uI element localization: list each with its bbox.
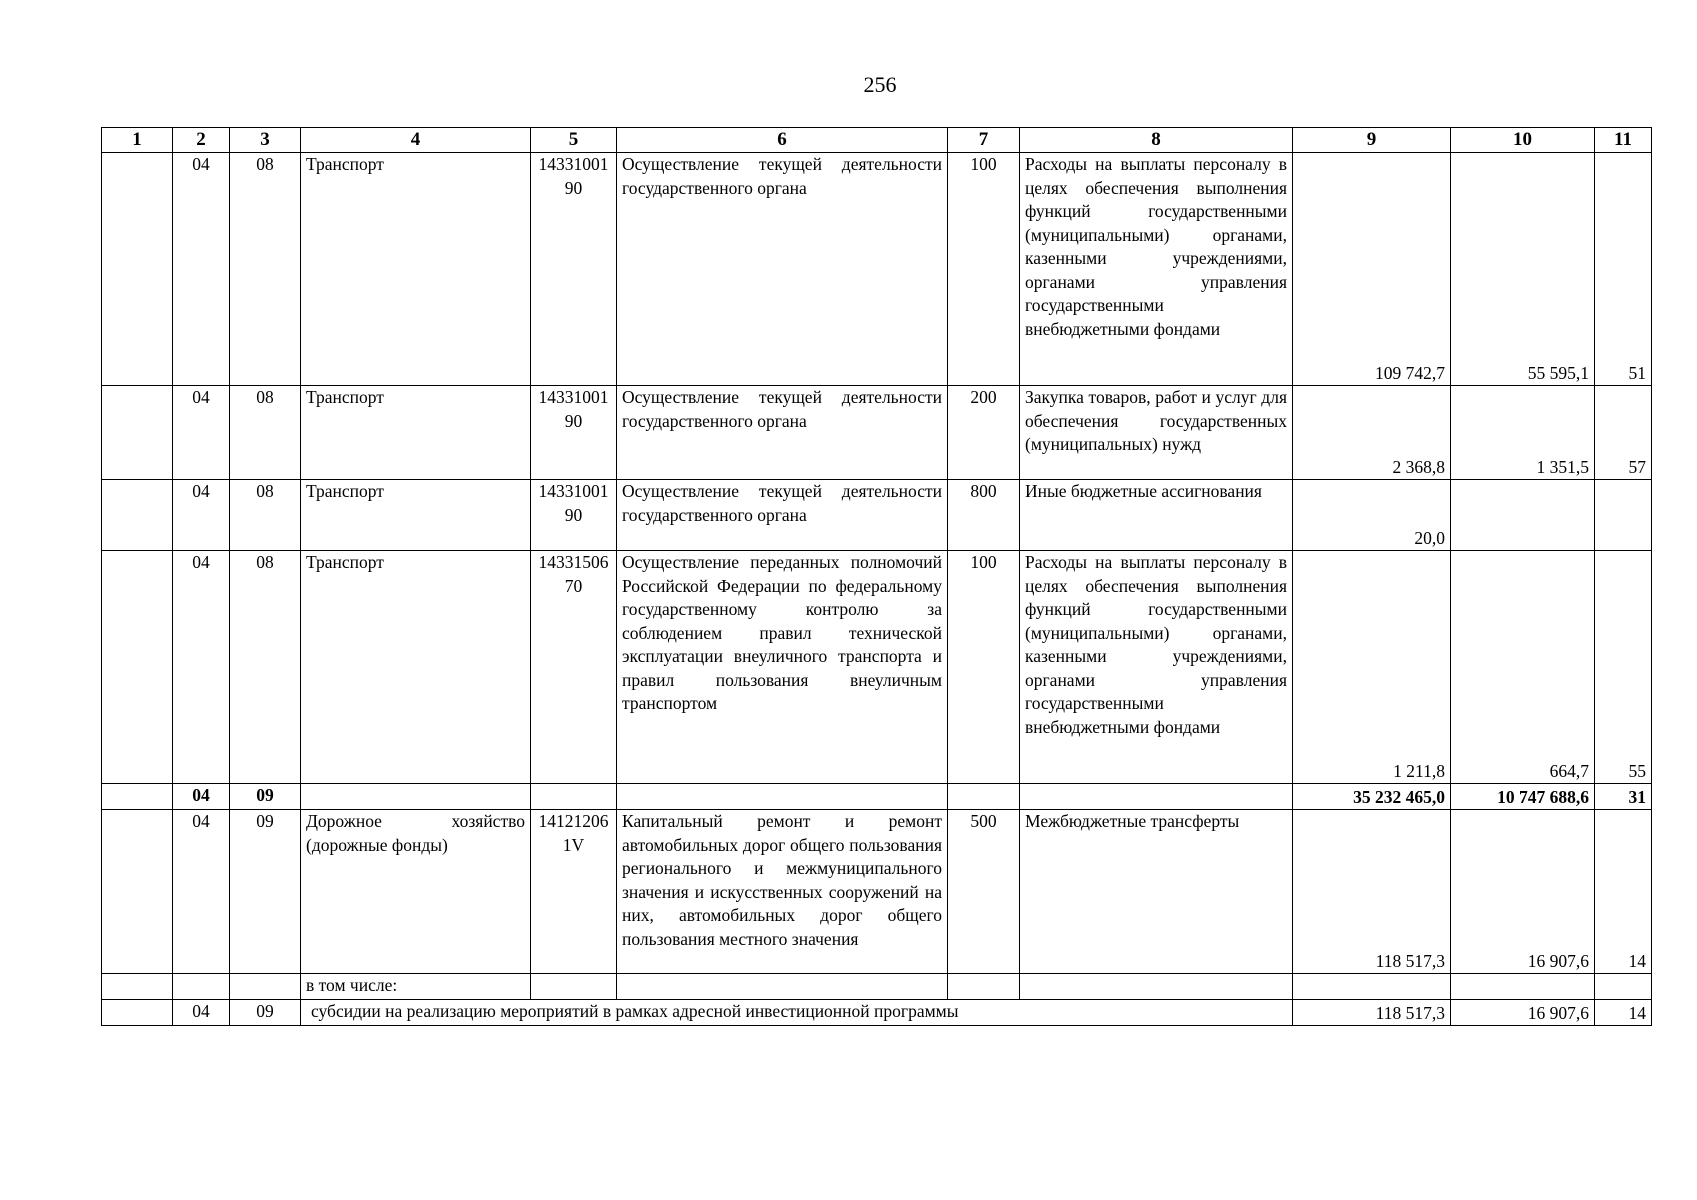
cell-value-10: 10 747 688,6 <box>1451 784 1595 810</box>
cell-section: 04 <box>173 551 230 784</box>
cell-value-11 <box>1595 480 1652 551</box>
cell-expense-type: 100 <box>948 551 1020 784</box>
cell-expense-name <box>1020 784 1293 810</box>
cell-target-name <box>617 784 948 810</box>
cell-target-name: Осуществление текущей деятельности государственного органа <box>617 480 948 551</box>
cell-col1 <box>102 974 173 1000</box>
cell-target-name: Осуществление переданных полномочий Российской Федерации по федеральному государственному контролю за соблюдением правил технической эксплуатации внеуличного транспорта и правил пользования внеуличным транспортом <box>617 551 948 784</box>
cell-value-11: 51 <box>1595 153 1652 386</box>
cell-col1 <box>102 1000 173 1026</box>
cell-expense-name <box>1020 974 1293 1000</box>
cell-value-11: 55 <box>1595 551 1652 784</box>
cell-value-9: 109 742,7 <box>1293 153 1451 386</box>
cell-value-9: 35 232 465,0 <box>1293 784 1451 810</box>
cell-value-10 <box>1451 480 1595 551</box>
cell-section <box>173 974 230 1000</box>
cell-target-code <box>531 974 617 1000</box>
cell-name: Дорожное хозяйство (дорожные фонды) <box>301 810 531 974</box>
cell-subsection: 08 <box>230 153 301 386</box>
cell-expense-type: 500 <box>948 810 1020 974</box>
cell-subsection: 09 <box>230 784 301 810</box>
cell-value-11: 31 <box>1595 784 1652 810</box>
budget-table <box>101 127 1652 1026</box>
cell-value-9: 1 211,8 <box>1293 551 1451 784</box>
cell-value-10 <box>1451 974 1595 1000</box>
cell-name <box>301 784 531 810</box>
cell-name: Транспорт <box>301 480 531 551</box>
cell-target-code: 141212061V <box>531 810 617 974</box>
table-row <box>102 386 1652 480</box>
cell-col1 <box>102 810 173 974</box>
column-header: 6 <box>617 128 948 153</box>
cell-col1 <box>102 784 173 810</box>
cell-expense-type: 200 <box>948 386 1020 480</box>
table-row <box>102 1000 1652 1026</box>
cell-expense-name: Межбюджетные трансферты <box>1020 810 1293 974</box>
cell-expense-type <box>948 974 1020 1000</box>
column-header: 4 <box>301 128 531 153</box>
cell-value-9: 20,0 <box>1293 480 1451 551</box>
cell-target-code: 1433100190 <box>531 153 617 386</box>
cell-section: 04 <box>173 810 230 974</box>
column-header: 11 <box>1595 128 1652 153</box>
table-row <box>102 480 1652 551</box>
cell-col1 <box>102 153 173 386</box>
cell-value-9: 118 517,3 <box>1293 810 1451 974</box>
cell-target-code <box>531 784 617 810</box>
cell-subsection: 09 <box>230 810 301 974</box>
cell-target-name: Осуществление текущей деятельности государственного органа <box>617 386 948 480</box>
cell-subsection: 08 <box>230 480 301 551</box>
column-header: 2 <box>173 128 230 153</box>
cell-target-name: Капитальный ремонт и ремонт автомобильных дорог общего пользования регионального и межмуниципального значения и искусственных сооружений на них, автомобильных дорог общего пользования местного значения <box>617 810 948 974</box>
cell-section: 04 <box>173 784 230 810</box>
cell-value-10: 16 907,6 <box>1451 1000 1595 1026</box>
table-row <box>102 974 1652 1000</box>
cell-target-code: 1433150670 <box>531 551 617 784</box>
page-number: 256 <box>863 72 897 97</box>
cell-target-name: Осуществление текущей деятельности государственного органа <box>617 153 948 386</box>
cell-subsection: 09 <box>230 1000 301 1026</box>
column-header: 8 <box>1020 128 1293 153</box>
cell-value-9: 118 517,3 <box>1293 1000 1451 1026</box>
cell-col1 <box>102 386 173 480</box>
column-header: 3 <box>230 128 301 153</box>
cell-target-name <box>617 974 948 1000</box>
cell-section: 04 <box>173 480 230 551</box>
cell-name: Транспорт <box>301 386 531 480</box>
cell-value-10: 1 351,5 <box>1451 386 1595 480</box>
cell-col1 <box>102 480 173 551</box>
cell-section: 04 <box>173 1000 230 1026</box>
cell-value-9 <box>1293 974 1451 1000</box>
cell-expense-name: Иные бюджетные ассигнования <box>1020 480 1293 551</box>
cell-value-11: 14 <box>1595 1000 1652 1026</box>
cell-merged-description: субсидии на реализацию мероприятий в рамках адресной инвестиционной программы <box>301 1000 1293 1026</box>
column-header: 10 <box>1451 128 1595 153</box>
cell-section: 04 <box>173 153 230 386</box>
cell-value-10: 55 595,1 <box>1451 153 1595 386</box>
column-header: 7 <box>948 128 1020 153</box>
cell-value-11: 14 <box>1595 810 1652 974</box>
table-row <box>102 551 1652 784</box>
cell-value-10: 664,7 <box>1451 551 1595 784</box>
column-header: 5 <box>531 128 617 153</box>
cell-expense-name: Закупка товаров, работ и услуг для обеспечения государственных (муниципальных) нужд <box>1020 386 1293 480</box>
column-header: 1 <box>102 128 173 153</box>
cell-value-11: 57 <box>1595 386 1652 480</box>
cell-subsection: 08 <box>230 551 301 784</box>
cell-expense-type: 100 <box>948 153 1020 386</box>
column-header-row <box>102 128 1652 153</box>
cell-name: в том числе: <box>301 974 531 1000</box>
cell-value-10: 16 907,6 <box>1451 810 1595 974</box>
table-row <box>102 153 1652 386</box>
cell-name: Транспорт <box>301 153 531 386</box>
cell-value-9: 2 368,8 <box>1293 386 1451 480</box>
cell-subsection: 08 <box>230 386 301 480</box>
cell-subsection <box>230 974 301 1000</box>
cell-section: 04 <box>173 386 230 480</box>
cell-target-code: 1433100190 <box>531 386 617 480</box>
column-header: 9 <box>1293 128 1451 153</box>
cell-value-11 <box>1595 974 1652 1000</box>
cell-col1 <box>102 551 173 784</box>
cell-expense-name: Расходы на выплаты персоналу в целях обеспечения выполнения функций государственными (муниципальными) органами, казенными учреждениями, органами управления государственными внебюджетными фондами <box>1020 153 1293 386</box>
cell-expense-name: Расходы на выплаты персоналу в целях обеспечения выполнения функций государственными (муниципальными) органами, казенными учреждениями, органами управления государственными внебюджетными фондами <box>1020 551 1293 784</box>
cell-expense-type: 800 <box>948 480 1020 551</box>
cell-target-code: 1433100190 <box>531 480 617 551</box>
subtotal-row <box>102 784 1652 810</box>
cell-name: Транспорт <box>301 551 531 784</box>
cell-expense-type <box>948 784 1020 810</box>
table-row <box>102 810 1652 974</box>
